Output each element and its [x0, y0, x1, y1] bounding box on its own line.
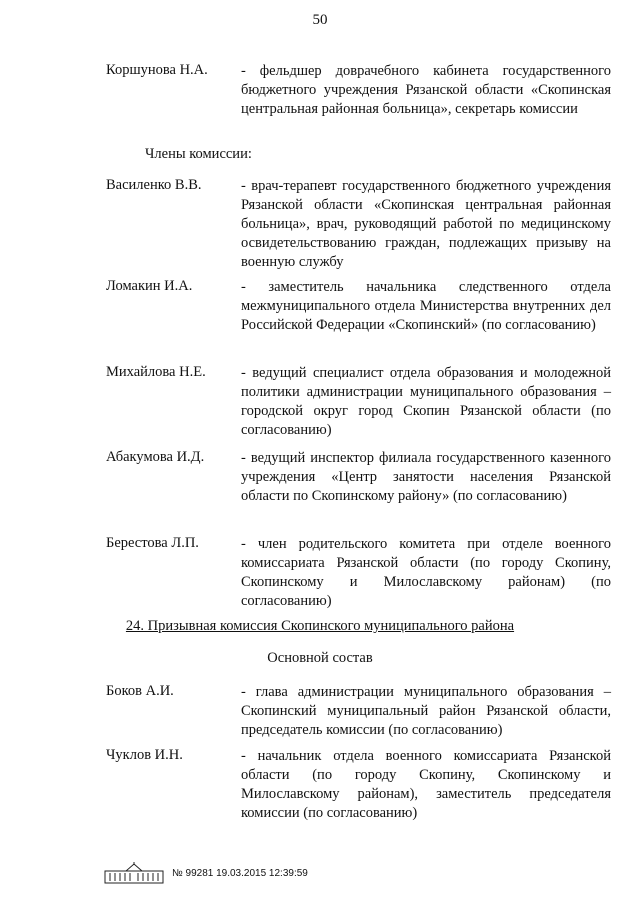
- entry-name: Берестова Л.П.: [106, 535, 199, 551]
- entry-name: Ломакин И.А.: [106, 278, 193, 294]
- page-number: 50: [312, 12, 328, 28]
- entry-name: Чуклов И.Н.: [106, 747, 183, 763]
- entry-description: - начальник отдела военного комиссариата Рязанской области (по городу Скопину, Скопинскому и Милославскому районам), заместитель председателя комиссии (по согласованию): [241, 748, 611, 821]
- entry-name: Абакумова И.Д.: [106, 449, 205, 465]
- entry-name: Боков А.И.: [106, 683, 174, 699]
- entry-description: - глава администрации муниципального образования – Скопинский муниципальный район Рязанской области, председатель комиссии (по согласованию): [241, 684, 611, 738]
- entry-name: Михайлова Н.Е.: [106, 364, 206, 380]
- building-stamp-icon: [104, 861, 164, 885]
- section-title: 24. Призывная комиссия Скопинского муниципального района: [125, 618, 515, 634]
- entry-description: - заместитель начальника следственного отдела межмуниципального отдела Министерства внутренних дел Российской Федерации «Скопинский» (по согласованию): [241, 279, 611, 333]
- document-footer: [104, 861, 308, 885]
- section-subtitle: Основной состав: [267, 650, 373, 666]
- entry-description: - врач-терапевт государственного бюджетного учреждения Рязанской области «Скопинская центральная районная больница», врач, руководящий работой по медицинскому освидетельствованию граждан, подлежащих призыву на военную службу: [241, 178, 611, 270]
- entry-name: Василенко В.В.: [106, 177, 202, 193]
- document-id: № 99281 19.03.2015 12:39:59: [172, 867, 308, 879]
- entry-description: - фельдшер доврачебного кабинета государственного бюджетного учреждения Рязанской области «Скопинская центральная районная больница», секретарь комиссии: [241, 63, 611, 117]
- entry-description: - член родительского комитета при отделе военного комиссариата Рязанской области (по городу Скопину, Скопинскому и Милославскому районам) (по согласованию): [241, 536, 611, 609]
- entry-description: - ведущий специалист отдела образования и молодежной политики администрации муниципального образования – городской округ город Скопин Рязанской области (по согласованию): [241, 365, 611, 438]
- members-label: Члены комиссии:: [145, 146, 252, 162]
- entry-description: - ведущий инспектор филиала государственного казенного учреждения «Центр занятости населения Рязанской области по Скопинскому району» (по согласованию): [241, 450, 611, 504]
- entry-name: Коршунова Н.А.: [106, 62, 208, 78]
